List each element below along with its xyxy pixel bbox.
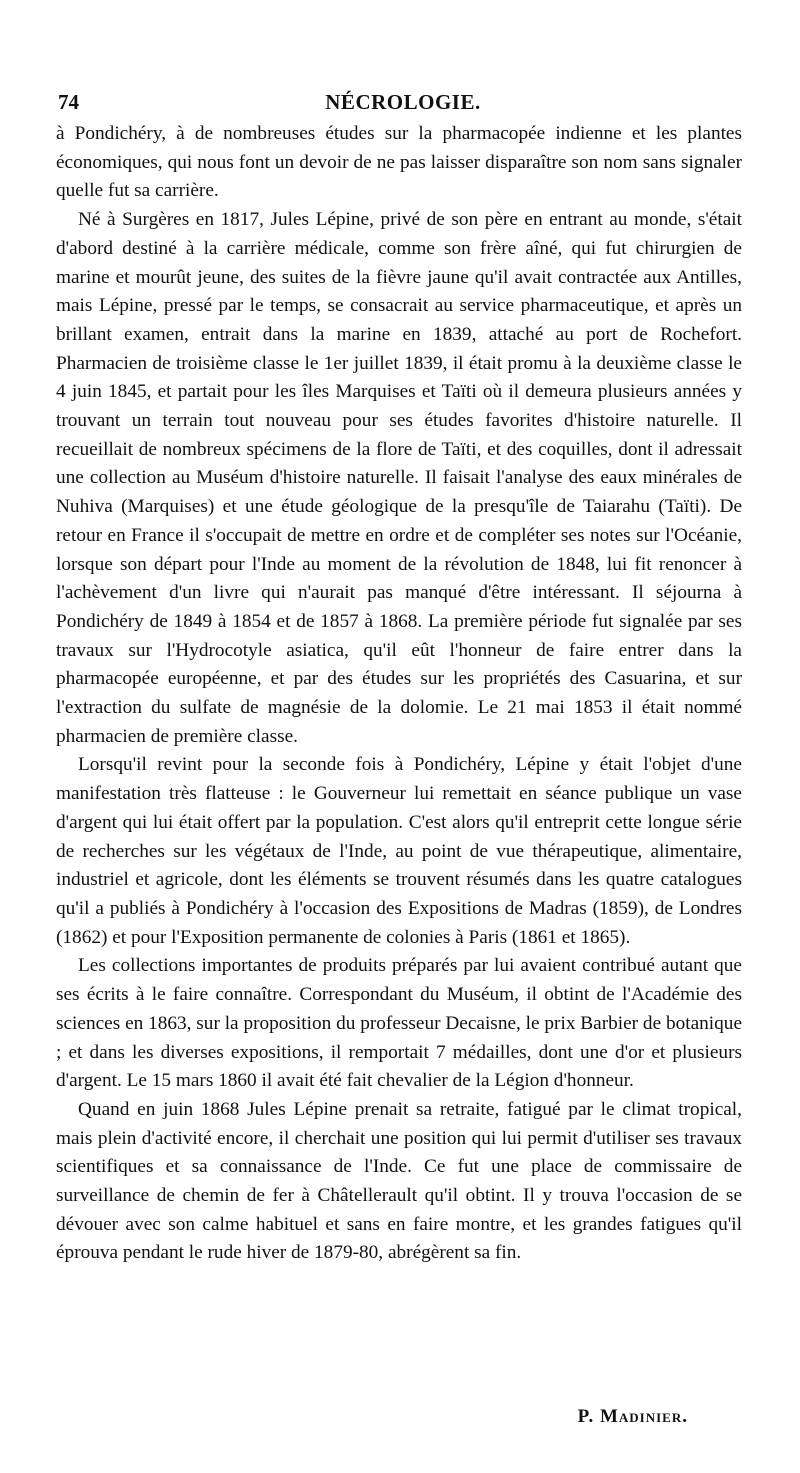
- page-number: 74: [58, 90, 79, 114]
- paragraph-5: Quand en juin 1868 Jules Lépine prenait sa retraite, fatigué par le climat tropical, mais plein d'activité encore, il cherchait une position qui lui permit d'utiliser ses travaux scientifiques et sa connaissance de l'Inde. Ce fut une place de commissaire de surveillance de chemin de fer à Châtellerault qu'il obtint. Il y trouva l'occasion de se dévouer avec son calme habituel et sans en faire montre, et les grandes fatigues qu'il éprouva pendant le rude hiver de 1879-80, abrégèrent sa fin.: [56, 1098, 742, 1264]
- page-header: [58, 82, 748, 118]
- paragraph-1: à Pondichéry, à de nombreuses études sur la pharmacopée indienne et les plantes économiques, qui nous font un devoir de ne pas laisser disparaître son nom sans signaler quelle fut sa carrière.: [56, 123, 742, 202]
- paragraph-3: Lorsqu'il revint pour la seconde fois à Pondichéry, Lépine y était l'objet d'une manifestation très flatteuse : le Gouverneur lui remettait en séance publique un vase d'argent qui lui était offert par la population. C'est alors qu'il entreprit cette longue série de recherches sur les végétaux de l'Inde, au point de vue thérapeutique, alimentaire, industriel et agricole, dont les éléments se trouvent résumés dans les quatre catalogues qu'il a publiés à Pondichéry à l'occasion des Expositions de Madras (1859), de Londres (1862) et pour l'Exposition permanente de colonies à Paris (1861 et 1865).: [56, 754, 742, 948]
- author-signature: P. Madinier.: [577, 1406, 688, 1427]
- article-body: [56, 120, 742, 1268]
- paragraph-4: Les collections importantes de produits préparés par lui avaient contribué autant que ses écrits à le faire connaître. Correspondant du Muséum, il obtint de l'Académie des sciences en 1863, sur la proposition du professeur Decaisne, le prix Barbier de botanique ; et dans les diverses expositions, il remportait 7 médailles, dont une d'or et plusieurs d'argent. Le 15 mars 1860 il avait été fait chevalier de la Légion d'honneur.: [56, 955, 742, 1092]
- running-title: NÉCROLOGIE.: [325, 90, 481, 114]
- paragraph-2: Né à Surgères en 1817, Jules Lépine, privé de son père en entrant au monde, s'était d'abord destiné à la carrière médicale, comme son frère aîné, qui fut chirurgien de marine et mourût jeune, des suites de la fièvre jaune qu'il avait contractée aux Antilles, mais Lépine, pressé par le temps, se consacrait au service pharmaceutique, et après un brillant examen, entrait dans la marine en 1839, attaché au port de Rochefort. Pharmacien de troisième classe le 1er juillet 1839, il était promu à la deuxième classe le 4 juin 1845, et partait pour les îles Marquises et Taïti où il demeura plusieurs années y trouvant un terrain tout nouveau pour ses études favorites d'histoire naturelle. Il recueillait de nombreux spécimens de la flore de Taïti, et des coquilles, dont il adressait une collection au Muséum d'histoire naturelle. Il faisait l'analyse des eaux minérales de Nuhiva (Marquises) et une étude géologique de la presqu'île de Taiarahu (Taïti). De retour en France il s'occupait de mettre en ordre et de compléter ses notes sur l'Océanie, lorsque son départ pour l'Inde au moment de la révolution de 1848, lui fit renoncer à l'achèvement d'un livre qui n'aurait pas manqué d'être intéressant. Il séjourna à Pondichéry de 1849 à 1854 et de 1857 à 1868. La première période fut signalée par ses travaux sur l'Hydrocotyle asiatica, qu'il eût l'honneur de faire entrer dans la pharmacopée européenne, et par des études sur les propriétés des Casuarina, et sur l'extraction du sulfate de magnésie de la dolomie. Le 21 mai 1853 il était nommé pharmacien de première classe.: [56, 209, 742, 747]
